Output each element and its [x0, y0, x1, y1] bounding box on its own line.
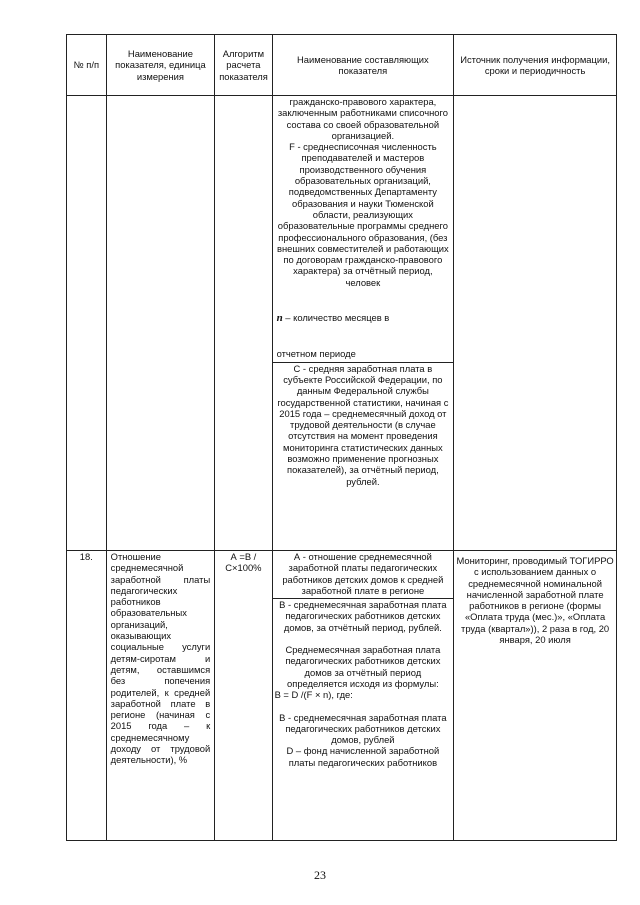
header-source: Источник получения информации, сроки и периодичность [454, 35, 617, 96]
header-components: Наименование составляющих показателя [272, 35, 454, 96]
table-header-row [67, 35, 617, 96]
cell-source-empty [454, 96, 617, 551]
header-num: № п/п [67, 35, 107, 96]
row18-name: Отношение среднемесячной заработной платы педагогических работников образовательных организаций, оказывающих социальные услуги детям-сиротам и детям, оставшимся без попечения родителей, к средней заработной плате в регионе (начиная с 2015 года – к среднемесячному доходу от трудовой деятельности), % [106, 551, 215, 841]
row18-comp-d-def: D – фонд начисленной заработной платы педагогических работников [286, 745, 440, 768]
header-name: Наименование показателя, единица измерения [106, 35, 215, 96]
row18-comp-a: А - отношение среднемесячной заработной платы педагогических работников детских домов к средней заработной плате в регионе [282, 551, 444, 596]
row18-algorithm: А =В / С×100% [215, 551, 272, 841]
row18-formula: В = D /(F × n), где: [274, 689, 353, 701]
row18-components [272, 551, 454, 841]
row18-comp-b-def: В - среднемесячная заработная плата педагогических работников детских домов, рублей [279, 711, 447, 746]
component-c-text: С - средняя заработная плата в субъекте Российской Федерации, по данным Федеральной службы государственной статистики, начиная с 2015 года – среднемесячный доход от трудовой деятельности (в случае отсутствия на момент проведения мониторинга статистических данных возможно применение прогнозных показателей), за отчётный период, рублей. [277, 362, 449, 487]
component-block-f: F - среднесписочная численность преподавателей и мастеров производственного обучения образовательных организаций, подведомственных Департаменту образования и науки Тюменской области, реализующих образовательные программы среднего профессионального образования, (без внешних совместителей и работающих по договорам гражданско-правового характера) за отчётный период, человек [277, 141, 449, 288]
row18-comp-b-calc: Среднемесячная заработная плата педагогических работников детских домов за отчётный период определяется исходя из формулы: [285, 644, 441, 689]
cell-algo-empty [215, 96, 272, 551]
cell-name-empty [106, 96, 215, 551]
component-period: отчетном периоде [276, 348, 356, 360]
component-block-1: гражданско-правового характера, заключенным работниками списочного состава со своей образовательной организацией. [277, 96, 448, 141]
component-n [275, 312, 452, 324]
table-row-18 [67, 551, 617, 841]
row18-source: Мониторинг, проводимый ТОГИРРО с использованием данных о среднемесячной номинальной начисленной заработной плате работников в регионе (формы «Оплата труда (мес.)», «Оплата труда (квартал»)), 2 раза в год, 20 января, 20 июля [454, 551, 617, 841]
n-text: – количество месяцев в [282, 312, 390, 324]
indicator-table [66, 34, 617, 841]
cell-components-continued [272, 96, 454, 551]
table-row-continued [67, 96, 617, 551]
header-algorithm: Алгоритм расчета показателя [215, 35, 272, 96]
row18-comp-b: В - среднемесячная заработная плата педагогических работников детских домов, за отчётный период, рублей. [279, 599, 447, 633]
row18-comp-b-block [273, 598, 454, 768]
cell-num-empty [67, 96, 107, 551]
page-number: 23 [314, 868, 326, 882]
component-block-c [273, 362, 454, 487]
row18-num: 18. [67, 551, 107, 841]
n-symbol: n [276, 312, 283, 325]
